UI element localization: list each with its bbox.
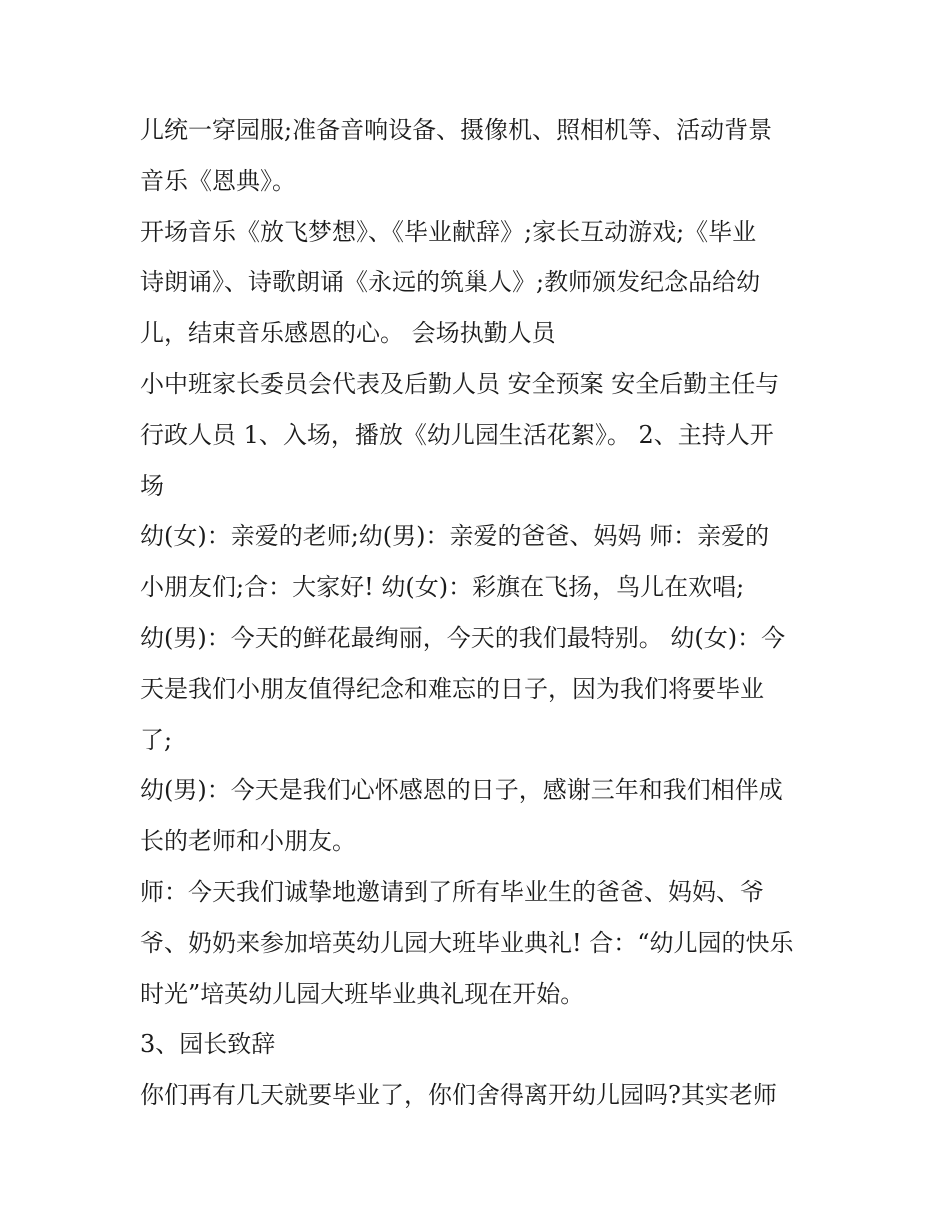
text-line: 诗朗诵》、诗歌朗诵《永远的筑巢人》;教师颁发纪念品给幼 [140,268,761,297]
text-line: 天是我们小朋友值得纪念和难忘的日子，因为我们将要毕业 [140,674,764,703]
text-line: 行政人员 1、入场，播放《幼儿园生活花絮》。 2、主持人开 [140,420,774,449]
text-line: 时光”培英幼儿园大班毕业典礼现在开始。 [140,979,585,1008]
section-heading: 3、园长致辞 [140,1030,276,1059]
text-line: 小朋友们;合：大家好! 幼(女)：彩旗在飞扬，鸟儿在欢唱; [140,573,745,602]
text-line: 小中班家长委员会代表及后勤人员 安全预案 安全后勤主任与 [140,369,780,398]
text-line: 儿统一穿园服;准备音响设备、摄像机、照相机等、活动背景 [140,116,773,144]
text-line: 场 [140,471,164,500]
text-line: 音乐《恩典》。 [140,166,296,195]
text-line: 幼(男)：今天的鲜花最绚丽，今天的我们最特别。 幼(女)：今 [140,623,786,652]
text-line: 儿，结束音乐感恩的心。 会场执勤人员 [140,319,556,348]
text-line: 开场音乐《放飞梦想》、《毕业献辞》;家长互动游戏;《毕业 [140,217,757,246]
text-line: 长的老师和小朋友。 [140,827,356,856]
text-line: 幼(男)：今天是我们心怀感恩的日子，感谢三年和我们相伴成 [140,776,783,805]
text-line: 爷、奶奶来参加培英幼儿园大班毕业典礼! 合：“幼儿园的快乐 [140,928,794,957]
text-line: 了; [140,725,173,754]
text-line: 师：今天我们诚挚地邀请到了所有毕业生的爸爸、妈妈、爷 [140,877,764,906]
text-line: 幼(女)：亲爱的老师;幼(男)：亲爱的爸爸、妈妈 师：亲爱的 [140,522,770,551]
document-body [140,105,820,1121]
text-line: 你们再有几天就要毕业了，你们舍得离开幼儿园吗?其实老师 [140,1081,777,1110]
